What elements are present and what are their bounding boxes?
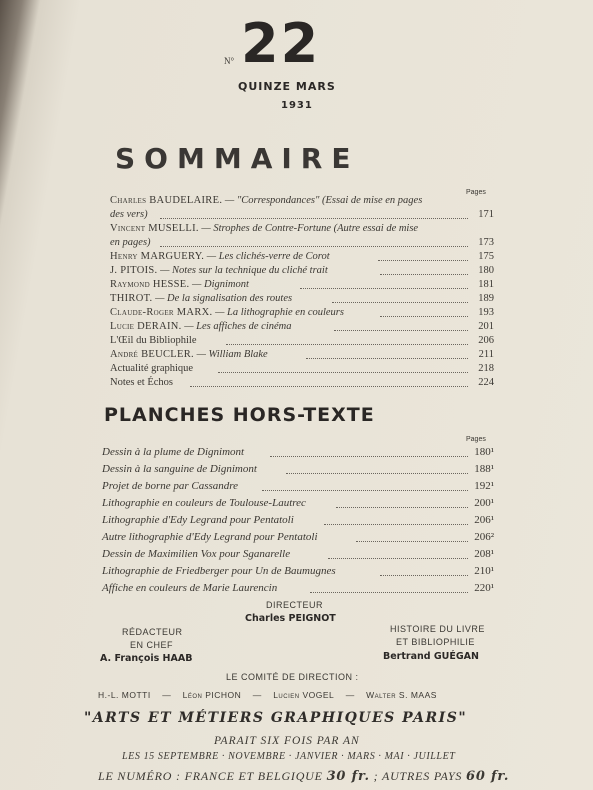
history-label-2: ET BIBLIOPHILIE (396, 637, 475, 647)
contents-entry (110, 222, 494, 236)
planches-pages-label: Pages (466, 436, 486, 443)
plate-entry (102, 478, 494, 495)
contents-entry (110, 362, 494, 376)
entry-author: THIROT. (110, 293, 153, 304)
dot-leader (356, 540, 468, 542)
entry-title: — Les affiches de cinéma (181, 321, 292, 332)
price-line (98, 769, 509, 784)
dot-leader (380, 574, 468, 576)
entry-page: 211 (478, 349, 494, 360)
entry-page: 189 (478, 293, 494, 304)
plate-title: Projet de borne par Cassandre (102, 480, 239, 492)
publication-dates: LES 15 SEPTEMBRE · NOVEMBRE · JANVIER · MARS · MAI · JUILLET (122, 751, 456, 762)
plate-title: Lithographie de Friedberger pour Un de Baumugnes (102, 565, 336, 577)
contents-entry-continued (110, 236, 494, 250)
sommaire-title: SOMMAIRE (115, 142, 360, 175)
dot-leader (380, 315, 468, 317)
plate-page: 206¹ (474, 514, 494, 526)
plate-entry (102, 529, 494, 546)
separator: — (162, 690, 172, 700)
director-label: DIRECTEUR (266, 600, 324, 610)
entry-author: Raymond HESSE. (110, 279, 190, 290)
history-name: Bertrand GUÉGAN (383, 651, 479, 662)
entry-author: Lucie DERAIN. (110, 321, 182, 332)
dot-leader (286, 472, 468, 474)
entry-title: — De la signalisation des routes (152, 293, 293, 304)
issue-number-label: N° (224, 56, 235, 66)
contents-entry (110, 278, 494, 292)
plate-title: Dessin à la plume de Dignimont (102, 446, 245, 458)
pages-column-label: Pages (466, 189, 486, 196)
entry-title: — William Blake (193, 349, 268, 360)
publication-frequency: PARAIT SIX FOIS PAR AN (214, 735, 360, 747)
dot-leader (262, 489, 468, 491)
entry-title: Actualité graphique (110, 363, 194, 374)
dot-leader (300, 287, 468, 289)
director-name: Charles PEIGNOT (245, 613, 336, 624)
dot-leader (226, 343, 468, 345)
entry-title-continued: en pages) (110, 237, 151, 248)
entry-author: André BEUCLER. (110, 349, 194, 360)
plate-page: 208¹ (474, 548, 494, 560)
contents-entry (110, 306, 494, 320)
entry-author: J. PITOIS. (110, 265, 158, 276)
publisher-name: "ARTS ET MÉTIERS GRAPHIQUES PARIS" (84, 710, 468, 726)
entry-author: Charles BAUDELAIRE. (110, 195, 223, 206)
plate-title: Autre lithographie d'Edy Legrand pour Pentatoli (102, 531, 318, 543)
plate-title: Dessin de Maximilien Vox pour Sganarelle (102, 548, 291, 560)
plate-page: 180¹ (474, 446, 494, 458)
contents-entry (110, 348, 494, 362)
price-prefix: LE NUMÉRO : FRANCE ET BELGIQUE (98, 769, 327, 783)
issue-date: QUINZE MARS (238, 80, 336, 93)
editor-label: RÉDACTEUR (122, 627, 183, 637)
dot-leader (218, 371, 468, 373)
magazine-page (38, 0, 593, 790)
contents-entry (110, 194, 494, 208)
plate-title: Lithographie d'Edy Legrand pour Pentatoli (102, 514, 294, 526)
entry-page: 181 (478, 279, 494, 290)
plates-list (102, 444, 494, 597)
issue-number: 22 (241, 12, 321, 75)
dot-leader (306, 357, 468, 359)
entry-page: 206 (478, 335, 494, 346)
contents-entry (110, 264, 494, 278)
entry-page: 175 (478, 251, 494, 262)
entry-author: Claude-Roger MARX. (110, 307, 213, 318)
entry-page: 218 (478, 363, 494, 374)
dot-leader (190, 385, 468, 387)
entry-title: L'Œil du Bibliophile (110, 335, 197, 346)
plate-entry (102, 444, 494, 461)
editor-label-2: EN CHEF (130, 640, 174, 650)
contents-entry-continued (110, 208, 494, 222)
contents-entry (110, 334, 494, 348)
separator: — (345, 690, 355, 700)
entry-page: 224 (478, 377, 494, 388)
price-other: 60 fr. (466, 769, 510, 784)
contents-entry (110, 320, 494, 334)
dot-leader (310, 591, 468, 593)
issue-year: 1931 (281, 100, 313, 111)
committee-label: LE COMITÉ DE DIRECTION : (226, 672, 359, 682)
plate-page: 200¹ (474, 497, 494, 509)
entry-title: Notes et Échos (110, 377, 173, 388)
plate-entry (102, 546, 494, 563)
dot-leader (160, 245, 468, 247)
entry-page: 180 (478, 265, 494, 276)
entry-author: Vincent MUSELLI. (110, 223, 199, 234)
entry-title: — La lithographie en couleurs (212, 307, 344, 318)
entry-title: — Les clichés-verre de Corot (204, 251, 330, 262)
plate-title: Lithographie en couleurs de Toulouse-Lautrec (102, 497, 306, 509)
contents-entry (110, 376, 494, 390)
contents-list (110, 194, 494, 390)
entry-page: 193 (478, 307, 494, 318)
contents-entry (110, 292, 494, 306)
plate-entry (102, 495, 494, 512)
plate-page: 188¹ (474, 463, 494, 475)
plate-page: 192¹ (474, 480, 494, 492)
dot-leader (336, 506, 468, 508)
dot-leader (380, 273, 468, 275)
plate-entry (102, 563, 494, 580)
plate-page: 206² (474, 531, 494, 543)
dot-leader (160, 217, 468, 219)
dot-leader (332, 301, 468, 303)
committee-member: Lucien VOGEL (273, 690, 335, 700)
entry-page: 173 (478, 237, 494, 248)
entry-title: — Strophes de Contre-Fortune (Autre essai de mise (198, 223, 419, 234)
history-label: HISTOIRE DU LIVRE (390, 624, 485, 634)
committee-member: H.-L. MOTTI (98, 690, 151, 700)
committee-member: Walter S. MAAS (366, 690, 437, 700)
dot-leader (334, 329, 468, 331)
committee-member: Léon PICHON (182, 690, 242, 700)
entry-title: — "Correspondances" (Essai de mise en pages (222, 195, 423, 206)
plate-entry (102, 512, 494, 529)
entry-title: — Dignimont (189, 279, 249, 290)
entry-page: 201 (478, 321, 494, 332)
plate-page: 210¹ (474, 565, 494, 577)
entry-page: 171 (478, 209, 494, 220)
plate-title: Affiche en couleurs de Marie Laurencin (102, 582, 278, 594)
price-mid: ; AUTRES PAYS (369, 769, 467, 783)
entry-author: Henry MARGUERY. (110, 251, 205, 262)
plate-page: 220¹ (474, 582, 494, 594)
plate-title: Dessin à la sanguine de Dignimont (102, 463, 257, 475)
editor-name: A. François HAAB (100, 653, 193, 664)
contents-entry (110, 250, 494, 264)
plate-entry (102, 461, 494, 478)
separator: — (252, 690, 262, 700)
planches-title: PLANCHES HORS-TEXTE (104, 404, 375, 426)
committee-list (98, 690, 437, 700)
price-france: 30 fr. (326, 769, 370, 784)
dot-leader (270, 455, 468, 457)
plate-entry (102, 580, 494, 597)
dot-leader (328, 557, 468, 559)
dot-leader (378, 259, 468, 261)
entry-title-continued: des vers) (110, 209, 148, 220)
entry-title: — Notes sur la technique du cliché trait (157, 265, 328, 276)
dot-leader (324, 523, 468, 525)
